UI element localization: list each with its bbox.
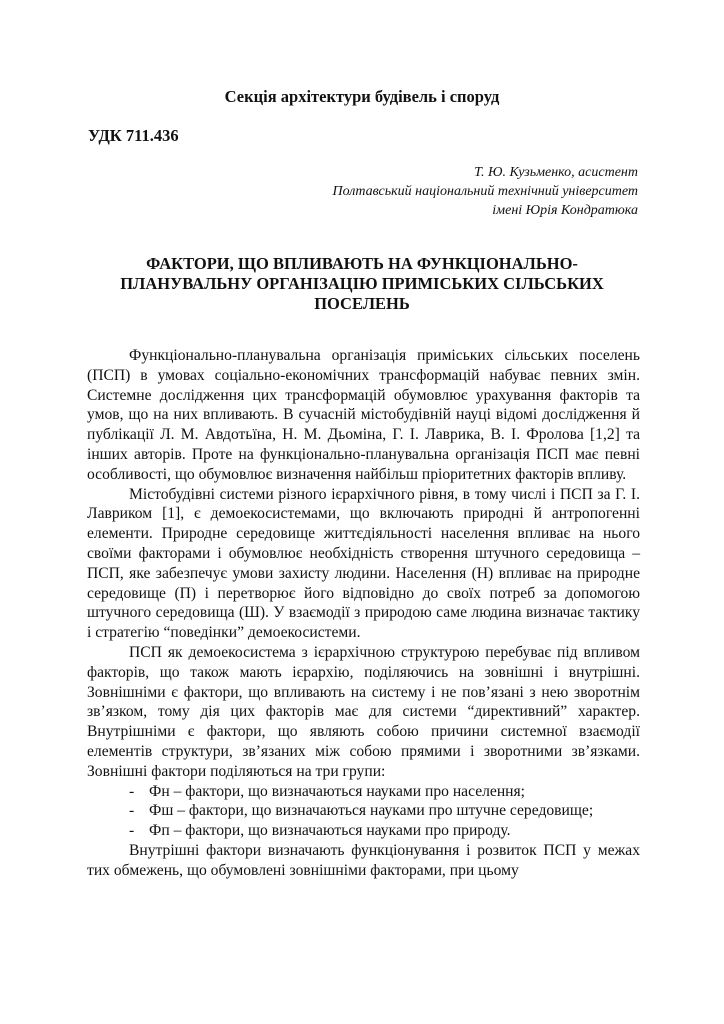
paragraph: Функціонально-планувальна організація приміських сільських поселень (ПСП) в умовах соціально-економічних трансформацій набуває певних змін. Системне дослідження цих трансформацій обумовлює урахування факторів та умов, що на них впливають. В сучасній містобудівній науці відомі дослідження й публікації Л. М. Авдотьїна, Н. М. Дьоміна, Г. І. Лаврика, В. І. Фролова [1,2] та інших авторів. Проте на функціонально-планувальна організація ПСП має певні особливості, що обумовлює визначення найбільш пріоритетних факторів впливу. <box>87 347 640 483</box>
dash-bullet: - <box>129 822 135 840</box>
dash-bullet: - <box>129 802 135 820</box>
list-item-text: Фп – фактори, що визначаються науками про природу. <box>149 822 511 840</box>
paper-title <box>96 254 628 314</box>
author-affiliation-2: імені Юрія Кондратюка <box>492 203 638 218</box>
udk-code: УДК 711.436 <box>88 126 179 145</box>
author-block <box>138 163 638 220</box>
dash-bullet: - <box>129 782 135 800</box>
factor-list <box>87 782 640 841</box>
list-item <box>87 782 640 802</box>
author-name: Т. Ю. Кузьменко, асистент <box>474 165 638 180</box>
paragraph: ПСП як демоекосистема з ієрархічною структурою перебуває під впливом факторів, що також мають ієрархію, поділяючись на зовнішні і внутрішні. Зовнішніми є фактори, що впливають на систему і не пов’язані з нею зворотнім зв’язком, тому дія цих факторів має для системи “директивний” характер. Внутрішніми є фактори, що являють собою причини системної взаємодії елементів структури, зв’язаних між собою прямими і зворотними зв’язками. Зовнішні фактори поділяються на три групи: <box>87 643 640 780</box>
title-line-3: ПОСЕЛЕНЬ <box>314 294 410 313</box>
title-line-2: ПЛАНУВАЛЬНУ ОРГАНІЗАЦІЮ ПРИМІСЬКИХ СІЛЬСЬКИХ <box>120 274 604 293</box>
paragraph: Містобудівні системи різного ієрархічного рівня, в тому числі і ПСП за Г. І. Лавриком [1], є демоекосистемами, що включають природні й антропогенні елементи. Природне середовище життєдіяльності населення впливає на нього своїми факторами і обумовлює необхідність створення штучного середовища – ПСП, яке забезпечує умови захисту людини. Населення (Н) впливає на природне середовище (П) і перетворює його відповідно до своїх потреб за допомогою штучного середовища (Ш). У взаємодії з природою саме людина визначає тактику і стратегію “поведінки” демоекосистеми. <box>87 485 640 642</box>
author-affiliation: Полтавський національний технічний університет <box>332 184 638 199</box>
list-item-text: Фн – фактори, що визначаються науками про населення; <box>149 782 526 800</box>
list-item-text: Фш – фактори, що визначаються науками про штучне середовище; <box>149 802 594 820</box>
title-line-1: ФАКТОРИ, ЩО ВПЛИВАЮТЬ НА ФУНКЦІОНАЛЬНО- <box>146 254 578 273</box>
list-item <box>87 821 640 841</box>
paragraph: Внутрішні фактори визначають функціонування і розвиток ПСП у межах тих обмежень, що обумовлені зовнішніми факторами, при цьому <box>87 841 640 879</box>
section-heading: Секція архітектури будівель і споруд <box>224 87 500 106</box>
body-text <box>87 346 640 881</box>
list-item <box>87 801 640 821</box>
